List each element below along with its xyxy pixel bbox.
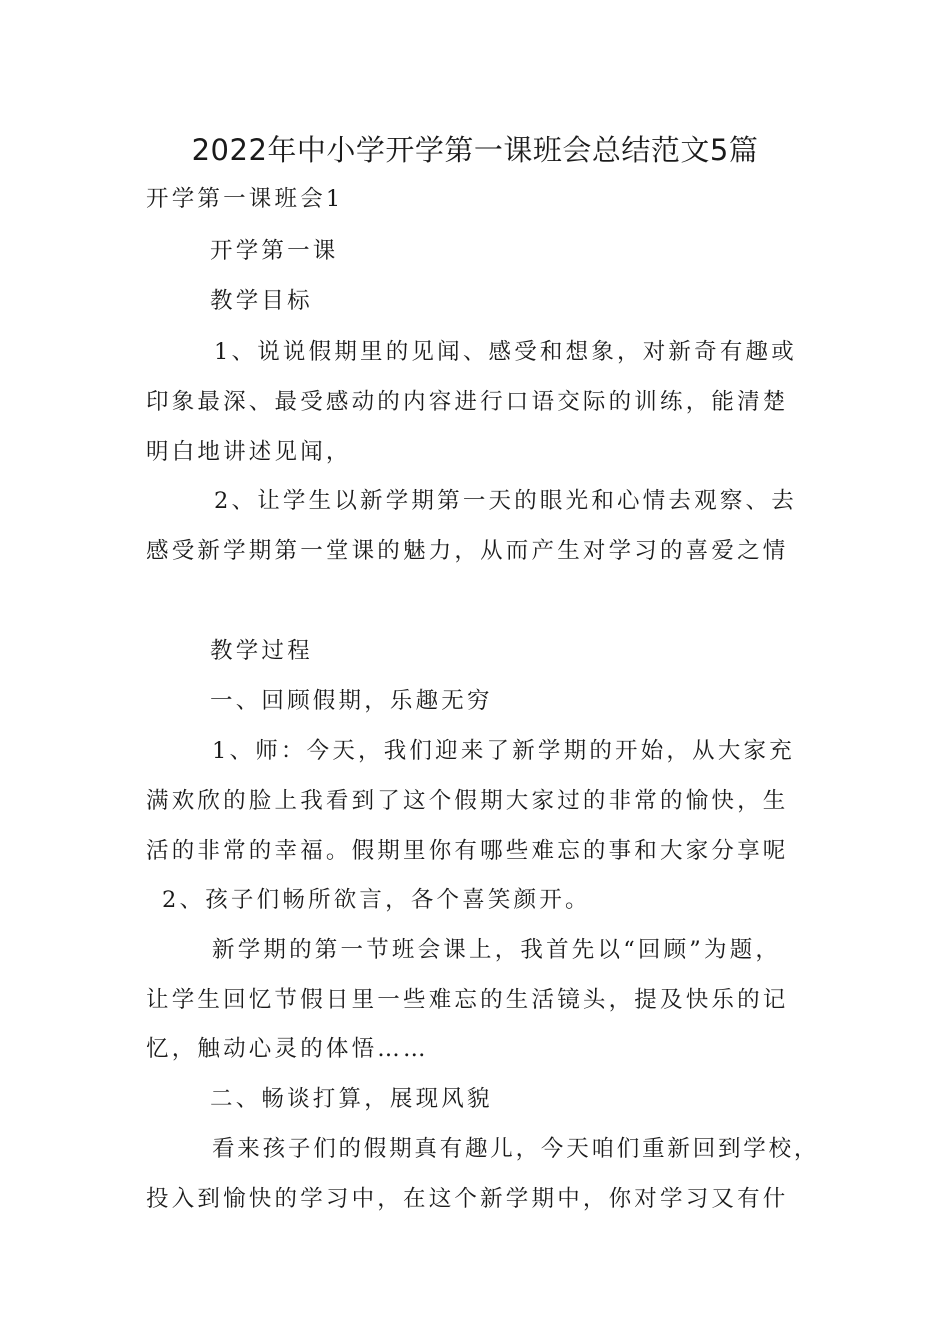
section-heading: 开学第一课班会1	[146, 186, 344, 212]
paragraph-line: 1、说说假期里的见闻、感受和想象，对新奇有趣或	[214, 339, 797, 365]
paragraph-line: 让学生回忆节假日里一些难忘的生活镜头，提及快乐的记	[146, 987, 789, 1013]
paragraph-line: 明白地讲述见闻，	[146, 439, 352, 465]
paragraph-line: 活的非常的幸福。假期里你有哪些难忘的事和大家分享呢	[146, 838, 789, 864]
subheading-objectives: 教学目标	[210, 288, 313, 314]
paragraph-line: 2、让学生以新学期第一天的眼光和心情去观察、去	[214, 488, 797, 514]
paragraph-line: 新学期的第一节班会课上，我首先以“回顾”为题，	[212, 937, 782, 963]
paragraph-line: 1、师：今天，我们迎来了新学期的开始，从大家充	[212, 738, 795, 764]
paragraph-line: 印象最深、最受感动的内容进行口语交际的训练，能清楚	[146, 389, 789, 415]
paragraph-line: 忆，触动心灵的体悟……	[146, 1036, 429, 1062]
document-title: 2022年中小学开学第一课班会总结范文5篇	[191, 133, 759, 167]
paragraph-line: 看来孩子们的假期真有趣儿，今天咱们重新回到学校，	[212, 1136, 820, 1162]
paragraph-line: 感受新学期第一堂课的魅力，从而产生对学习的喜爱之情	[146, 538, 789, 564]
subheading-plans: 二、畅谈打算，展现风貌	[210, 1086, 493, 1112]
paragraph-line: 满欢欣的脸上我看到了这个假期大家过的非常的愉快，生	[146, 788, 789, 814]
paragraph-line: 2、孩子们畅所欲言，各个喜笑颜开。	[162, 887, 591, 913]
paragraph-line: 投入到愉快的学习中，在这个新学期中，你对学习又有什	[146, 1186, 789, 1212]
subheading-process: 教学过程	[210, 638, 313, 664]
subheading-review: 一、回顾假期，乐趣无穷	[210, 688, 493, 714]
lesson-title: 开学第一课	[210, 238, 339, 264]
